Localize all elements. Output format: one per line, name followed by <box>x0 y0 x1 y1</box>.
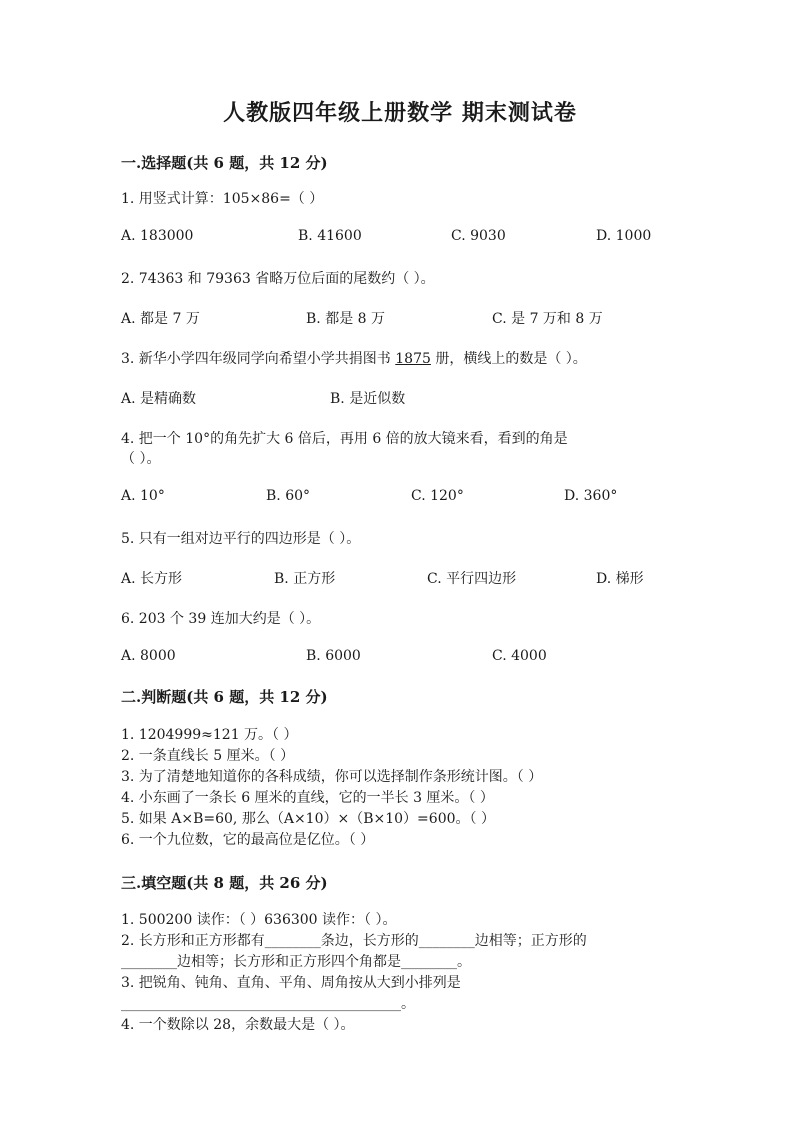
option-c: C. 是 7 万和 8 万 <box>492 311 603 327</box>
stem-text: 册，横线上的数是（ ）。 <box>430 351 587 367</box>
option-a: A. 都是 7 万 <box>121 311 200 327</box>
section-heading-choice: 一.选择题(共 6 题，共 12 分) <box>121 154 328 172</box>
judge-item: 1. 1204999≈121 万。（ ） <box>121 727 298 743</box>
option-d: D. 梯形 <box>596 571 644 587</box>
question-stem: 4. 把一个 10°的角先扩大 6 倍后，再用 6 倍的放大镜来看，看到的角是 <box>121 431 568 447</box>
option-a: A. 10° <box>121 488 165 504</box>
question-stem <box>121 348 587 368</box>
question-stem: 1. 用竖式计算：105×86=（ ） <box>121 191 324 207</box>
option-a: A. 是精确数 <box>121 391 197 407</box>
question-stem: 5. 只有一组对边平行的四边形是（ ）。 <box>121 531 361 547</box>
option-c: C. 4000 <box>492 648 547 664</box>
option-a: A. 8000 <box>121 648 176 664</box>
option-b: B. 41600 <box>298 228 362 244</box>
fill-item: 2. 长方形和正方形都有________条边，长方形的________边相等；正方形的 <box>121 933 587 949</box>
section-heading-fill: 三.填空题(共 8 题，共 26 分) <box>121 874 328 892</box>
option-b: B. 60° <box>266 488 311 504</box>
option-a: A. 183000 <box>121 228 194 244</box>
stem-text: 3. 新华小学四年级同学向希望小学共捐图书 <box>121 351 396 367</box>
option-b: B. 6000 <box>306 648 361 664</box>
option-d: D. 1000 <box>596 228 652 244</box>
option-b: B. 都是 8 万 <box>306 311 385 327</box>
option-d: D. 360° <box>564 488 618 504</box>
option-b: B. 是近似数 <box>330 391 406 407</box>
question-stem: 2. 74363 和 79363 省略万位后面的尾数约（ ）。 <box>121 271 435 287</box>
fill-item: 3. 把锐角、钝角、直角、平角、周角按从大到小排列是 <box>121 975 461 991</box>
question-stem-continued: （ ）。 <box>121 451 161 467</box>
question-stem: 6. 203 个 39 连加大约是（ ）。 <box>121 611 321 627</box>
fill-item: 4. 一个数除以 28，余数最大是（ ）。 <box>121 1017 355 1033</box>
fill-item-continued: ________边相等；长方形和正方形四个角都是________。 <box>121 954 471 970</box>
judge-item: 5. 如果 A×B=60, 那么（A×10）×（B×10）=600。（ ） <box>121 811 495 827</box>
option-c: C. 9030 <box>451 228 506 244</box>
judge-item: 3. 为了清楚地知道你的各科成绩，你可以选择制作条形统计图。（ ） <box>121 769 543 785</box>
judge-item: 4. 小东画了一条长 6 厘米的直线，它的一半长 3 厘米。（ ） <box>121 790 494 806</box>
option-c: C. 平行四边形 <box>427 571 517 587</box>
page-title: 人教版四年级上册数学 期末测试卷 <box>223 100 577 126</box>
judge-item: 2. 一条直线长 5 厘米。（ ） <box>121 748 295 764</box>
section-heading-judge: 二.判断题(共 6 题，共 12 分) <box>121 688 328 706</box>
fill-item-continued: ________________________________________。 <box>121 996 415 1012</box>
option-b: B. 正方形 <box>274 571 336 587</box>
option-a: A. 长方形 <box>121 571 183 587</box>
option-c: C. 120° <box>411 488 464 504</box>
judge-item: 6. 一个九位数，它的最高位是亿位。（ ） <box>121 832 375 848</box>
fill-item: 1. 500200 读作：（ ）636300 读作：（ ）。 <box>121 912 397 928</box>
underlined-number: 1875 <box>395 351 431 367</box>
